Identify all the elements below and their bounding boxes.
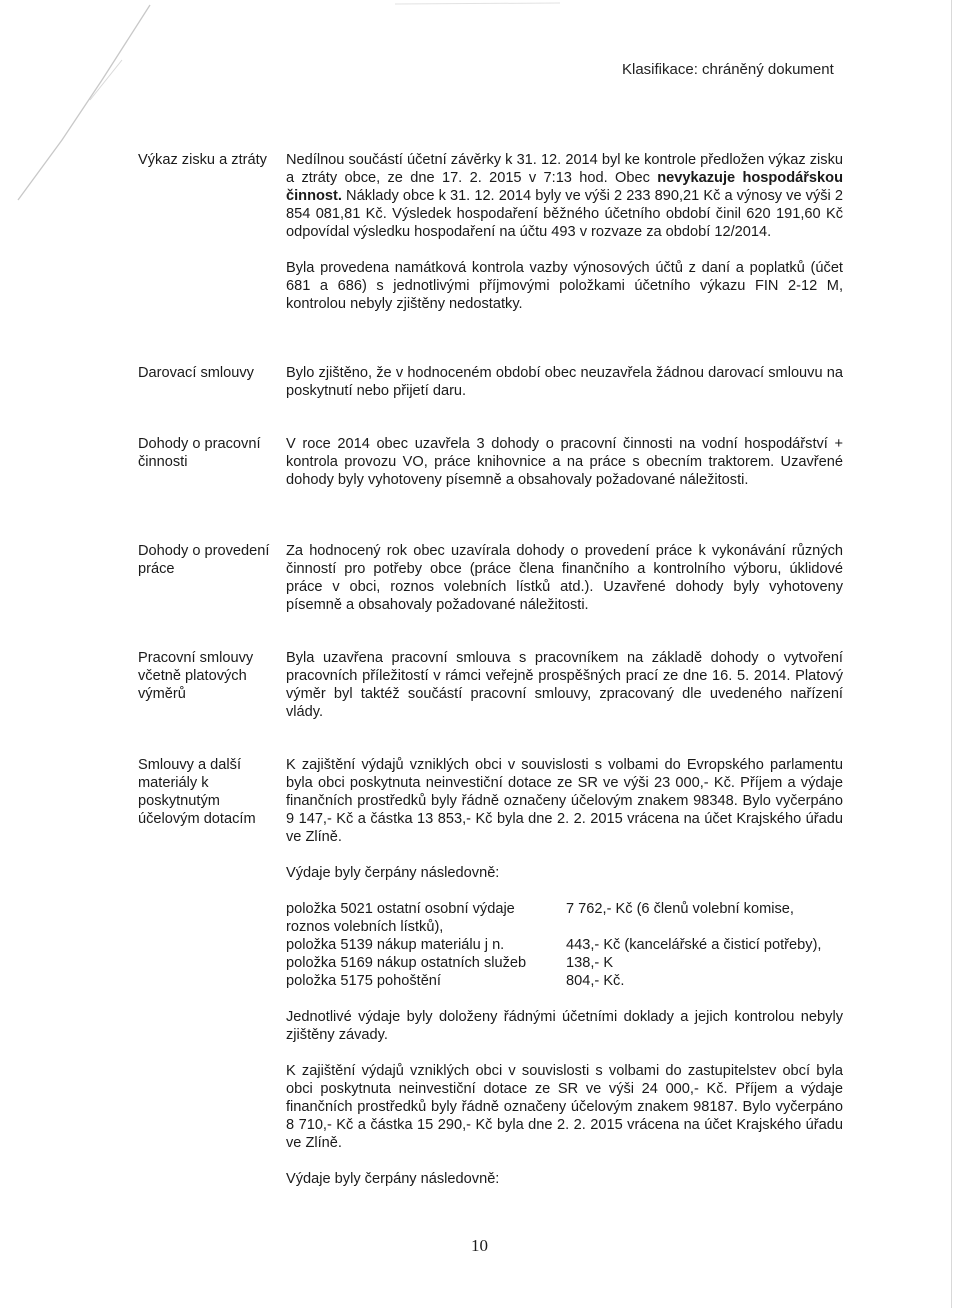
- expense-item-label: položka 5175 pohoštění: [286, 973, 441, 989]
- paragraph: Byla provedena namátková kontrola vazby výnosových účtů z daní a poplatků (účet 681 a 686) s jednotlivými příjmovými položkami účetního výkazu FIN 2-12 M, kontrolou nebyly zjištěny nedostatky.: [286, 260, 843, 312]
- section-body: [286, 364, 843, 400]
- section-label: Darovací smlouvy: [138, 365, 254, 381]
- paragraph: Byla uzavřena pracovní smlouva s pracovníkem na základě dohody o vytvoření pracovních příležitostí v rámci veřejně prospěšných prací ze dne 16. 5. 2014. Platový výměr byl taktéž součástí pracovní smlouvy, zpracovaný dle uvedeného nařízení vlády.: [286, 650, 843, 720]
- paragraph: V roce 2014 obec uzavřela 3 dohody o pracovní činnosti na vodní hospodářství + kontrola provozu VO, práce knihovnice a na práce s obecním traktorem. Uzavřené dohody byly vyhotoveny písemně a obsahovaly požadované náležitosti.: [286, 436, 843, 488]
- section-label: Dohody o pracovní činnosti: [138, 436, 261, 470]
- section-body: [286, 649, 843, 721]
- section-label: Pracovní smlouvy včetně platových výměrů: [138, 650, 254, 702]
- paragraph: Bylo zjištěno, že v hodnoceném období obec neuzavřela žádnou darovací smlouvu na poskytnutí nebo přijetí daru.: [286, 365, 843, 399]
- expense-item-label: položka 5139 nákup materiálu j n.: [286, 937, 505, 953]
- expense-item-label: položka 5021 ostatní osobní výdaje roznos volebních lístků),: [286, 901, 515, 935]
- page-edge: [951, 0, 952, 1308]
- paragraph: Výdaje byly čerpány následovně:: [286, 865, 500, 881]
- section-body: [286, 151, 843, 313]
- paragraph: K zajištění výdajů vzniklých obci v souvislosti s volbami do zastupitelstev obcí byla obci poskytnuta neinvestiční dotace ze SR ve výši 24 000,- Kč. Příjem a výdaje finančních prostředků byly řádně označeny účelovým znakem 98187. Bylo vyčerpáno 8 710,- Kč a částka 15 290,- Kč byla dne 2. 2. 2015 vrácena na účet Krajského úřadu ve Zlíně.: [286, 1063, 843, 1151]
- expense-item-amount: 443,- Kč (kancelářské a čisticí potřeby),: [566, 937, 822, 953]
- paragraph: K zajištění výdajů vzniklých obci v souvislosti s volbami do Evropského parlamentu byla obci poskytnuta neinvestiční dotace ze SR ve výši 23 000,- Kč. Příjem a výdaje finančních prostředků byly řádně označeny účelovým znakem 98348. Bylo vyčerpáno 9 147,- Kč a částka 13 853,- Kč byla dne 2. 2. 2015 vrácena na účet Krajského úřadu ve Zlíně.: [286, 757, 843, 845]
- paragraph: Jednotlivé výdaje byly doloženy řádnými účetními doklady a jejich kontrolou nebyly zjištěny závady.: [286, 1009, 843, 1043]
- section-label: Dohody o provedení práce: [138, 543, 270, 577]
- section-label: Smlouvy a další materiály k poskytnutým účelovým dotacím: [138, 757, 256, 827]
- expense-item-label: položka 5169 nákup ostatních služeb: [286, 955, 527, 971]
- paragraph: Za hodnocený rok obec uzavírala dohody o provedení práce k vykonávání různých činností pro potřeby obce (práce člena finančního a kontrolního výboru, úklidové práce v obci, roznos volebních lístků atd.). Uzavřené dohody byly vyhotoveny písemně a obsahovaly požadované náležitosti.: [286, 543, 843, 613]
- expense-item: [286, 972, 843, 990]
- section-body: [286, 542, 843, 614]
- classification-label: Klasifikace: chráněný dokument: [622, 61, 834, 78]
- section-body: [286, 756, 843, 1188]
- paragraph-text: Nedílnou součástí účetní závěrky k 31. 12. 2014 byl ke kontrole předložen výkaz zisku a ztráty obce, ze dne 17. 2. 2015 v 7:13 hod. Obec: [286, 152, 843, 186]
- paragraph: [286, 151, 843, 241]
- expense-item: [286, 936, 843, 954]
- paragraph-bold-text: nevykazuje hospodářskou činnost.: [286, 170, 843, 204]
- paragraph: Výdaje byly čerpány následovně:: [286, 1171, 500, 1187]
- expense-item-amount: 804,- Kč.: [566, 973, 625, 989]
- expense-items: [286, 900, 843, 990]
- section-body: [286, 435, 843, 489]
- expense-item: [286, 954, 843, 972]
- section-label: Výkaz zisku a ztráty: [138, 152, 267, 168]
- page-number: 10: [471, 1236, 488, 1255]
- expense-item: [286, 900, 843, 936]
- paragraph-text: Náklady obce k 31. 12. 2014 byly ve výši 2 233 890,21 Kč a výnosy ve výši 2 854 081,81 Kč. Výsledek hospodaření běžného účetního období činil 620 191,60 Kč odpovídal výsledku hospodaření na účtu 493 v rozvaze za období 12/2014.: [286, 188, 843, 240]
- expense-item-amount: 7 762,- Kč (6 členů volební komise,: [566, 901, 794, 917]
- expense-item-amount: 138,- K: [566, 955, 614, 971]
